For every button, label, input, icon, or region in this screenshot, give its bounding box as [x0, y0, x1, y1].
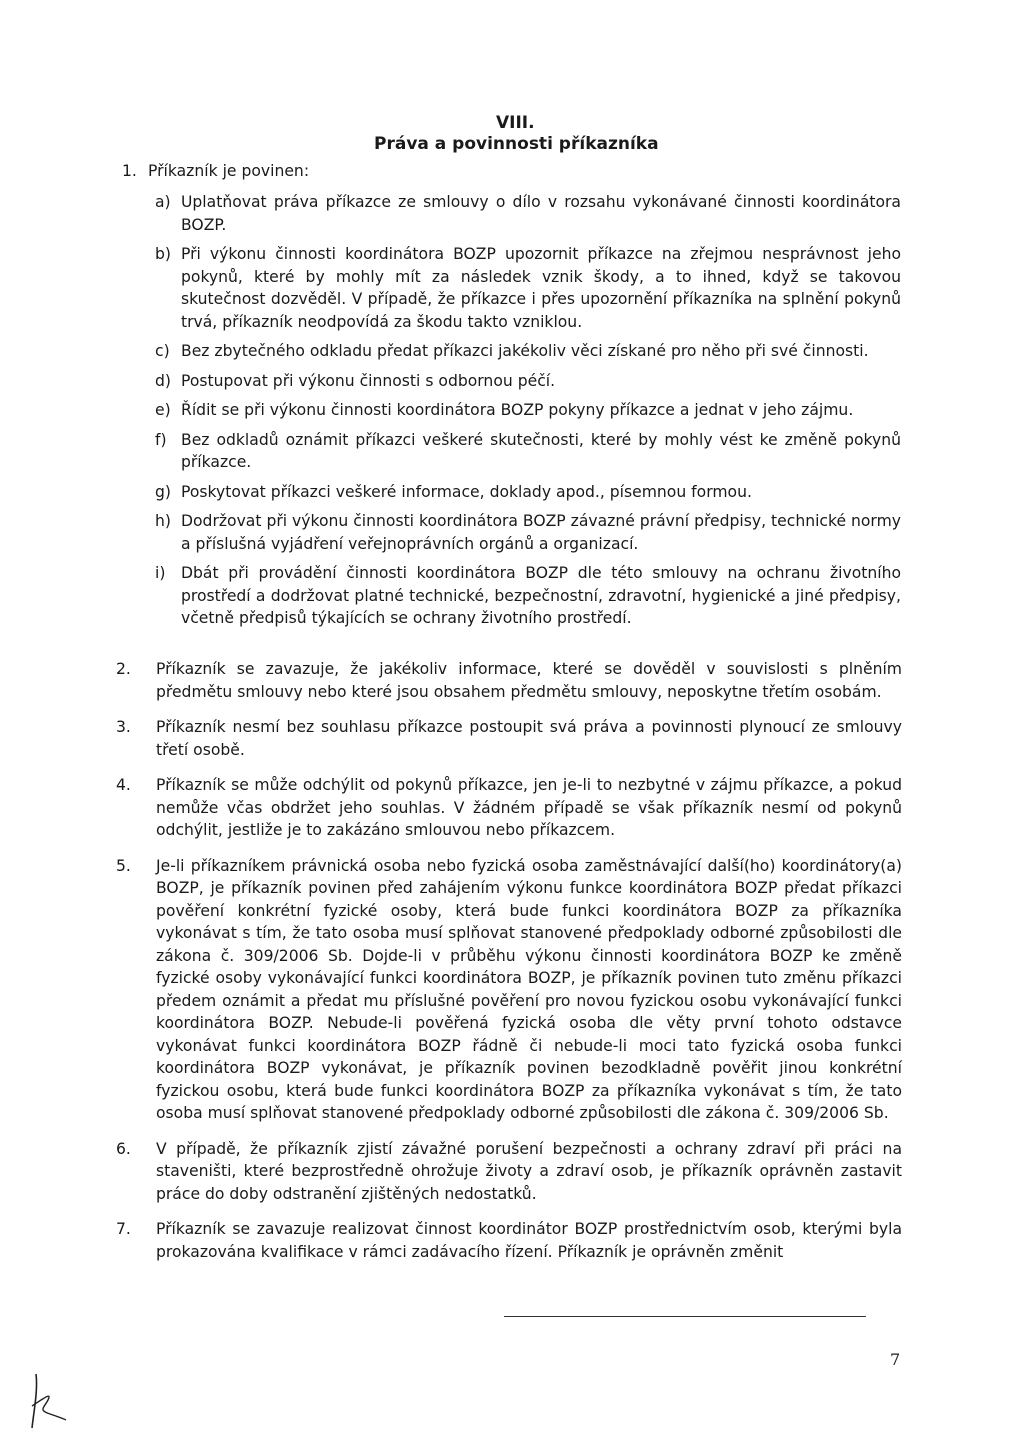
- clause-text: Je-li příkazníkem právnická osoba nebo fyzická osoba zaměstnávající další(ho) koordinátory(a) BOZP, je příkazník povinen před zahájením výkonu funkce koordinátora BOZP předat příkazci pověření konkrétní fyzické osoby, která bude funkci koordinátora BOZP za příkazníka vykonávat s tím, že tato osoba musí splňovat stanovené předpoklady odborné způsobilosti dle zákona č. 309/2006 Sb. Dojde-li v průběhu výkonu činnosti koordinátora BOZP ke změně fyzické osoby vykonávající funkci koordinátora BOZP, je příkazník povinen tuto změnu příkazci předem oznámit a předat mu příslušné pověření pro novou fyzickou osobu vykonávající funkci koordinátora BOZP. Nebude-li pověřená fyzická osoba dle věty první tohoto odstavce vykonávat funkci koordinátora BOZP řádně či nebude-li moci tato fyzická osoba funkci koordinátora BOZP vykonávat, je příkazník povinen bezodkladně pověřit jinou konkrétní fyzickou osobu, která bude funkci koordinátora BOZP za příkazníka vykonávat s tím, že tato osoba musí splňovat stanovené předpoklady odborné způsobilosti dle zákona č. 309/2006 Sb.: [156, 856, 902, 1122]
- duty-text: Řídit se při výkonu činnosti koordinátora BOZP pokyny příkazce a jednat v jeho zájmu.: [181, 401, 854, 419]
- duty-item: [155, 191, 901, 236]
- duty-item: [155, 562, 901, 630]
- duty-item: [155, 370, 901, 393]
- clause-number: 2.: [116, 660, 131, 678]
- clause-item: [116, 716, 902, 761]
- duty-label: d): [155, 371, 171, 390]
- duty-text: Bez odkladů oznámit příkazci veškeré skutečnosti, které by mohly vést ke změně pokynů příkazce.: [181, 430, 901, 471]
- intro-paragraph: [122, 162, 309, 180]
- duty-item: [155, 340, 901, 363]
- clause-number: 5.: [116, 856, 131, 875]
- duty-text: Bez zbytečného odkladu předat příkazci jakékoliv věci získané pro něho při své činnosti.: [181, 342, 869, 360]
- clause-text: Příkazník se zavazuje, že jakékoliv informace, které se dověděl v souvislosti s plněním předmětu smlouvy nebo které jsou obsahem předmětu smlouvy, neposkytne třetím osobám.: [156, 660, 902, 701]
- clause-item: [116, 855, 902, 1125]
- duty-label: c): [155, 342, 170, 360]
- duty-text: Dodržovat při výkonu činnosti koordinátora BOZP závazné právní předpisy, technické normy a příslušná vyjádření veřejnoprávních orgánů a organizací.: [181, 512, 901, 553]
- page-number: 7: [890, 1350, 901, 1369]
- handwritten-initials: [26, 1370, 76, 1430]
- clause-text: Příkazník nesmí bez souhlasu příkazce postoupit svá práva a povinnosti plynoucí ze smlouvy třetí osobě.: [156, 718, 902, 759]
- duty-label: a): [155, 193, 171, 211]
- duty-item: [155, 429, 901, 474]
- clause-number: 6.: [116, 1139, 131, 1158]
- duty-text: Uplatňovat práva příkazce ze smlouvy o dílo v rozsahu vykonávané činnosti koordinátora BOZP.: [181, 193, 901, 234]
- duty-label: f): [155, 430, 167, 449]
- clause-number: 7.: [116, 1220, 131, 1238]
- duty-label: e): [155, 401, 171, 419]
- duty-item: [155, 481, 901, 504]
- clause-number: 3.: [116, 718, 131, 736]
- duty-text: Poskytovat příkazci veškeré informace, doklady apod., písemnou formou.: [181, 482, 752, 501]
- numbered-clauses: [116, 658, 902, 1276]
- clause-text: Příkazník se může odchýlit od pokynů příkazce, jen je-li to nezbytné v zájmu příkazce, a pokud nemůže včas obdržet jeho souhlas. V žádném případě se však příkazník nesmí od pokynů odchýlit, jestliže je to zakázáno smlouvou nebo příkazcem.: [156, 776, 902, 839]
- duties-list: [155, 191, 901, 637]
- clause-item: [116, 658, 902, 703]
- duty-text: Dbát při provádění činnosti koordinátora BOZP dle této smlouvy na ochranu životního prostředí a dodržovat platné technické, bezpečnostní, zdravotní, hygienické a jiné předpisy, včetně předpisů týkajících se ochrany životního prostředí.: [181, 564, 901, 627]
- section-title: Práva a povinnosti příkazníka: [374, 134, 659, 154]
- duty-label: b): [155, 245, 171, 263]
- clause-item: [116, 1218, 902, 1263]
- footer-divider: [504, 1316, 866, 1317]
- duty-label: h): [155, 512, 171, 530]
- intro-text: Příkazník je povinen:: [148, 162, 310, 180]
- clause-item: [116, 774, 902, 842]
- duty-item: [155, 399, 901, 422]
- duty-item: [155, 243, 901, 333]
- clause-text: Příkazník se zavazuje realizovat činnost koordinátor BOZP prostřednictvím osob, kterými byla prokazována kvalifikace v rámci zadávacího řízení. Příkazník je oprávněn změnit: [156, 1220, 902, 1261]
- section-roman-numeral: VIII.: [496, 113, 535, 133]
- clause-number: 4.: [116, 776, 131, 794]
- duty-label: i): [155, 564, 166, 582]
- duty-text: Postupovat při výkonu činnosti s odbornou péčí.: [181, 371, 556, 390]
- duty-label: g): [155, 482, 171, 501]
- clause-text: V případě, že příkazník zjistí závažné porušení bezpečnosti a ochrany zdraví při práci na staveništi, které bezprostředně ohrožuje životy a zdraví osob, je příkazník oprávněn zastavit práce do doby odstranění zjištěných nedostatků.: [156, 1139, 902, 1203]
- intro-number: 1.: [122, 162, 137, 180]
- duty-text: Při výkonu činnosti koordinátora BOZP upozornit příkazce na zřejmou nesprávnost jeho pokynů, které by mohly mít za následek vznik škody, a to ihned, když se takovou skutečnost dozvěděl. V případě, že příkazce i přes upozornění příkazníka na splnění pokynů trvá, příkazník neodpovídá za škodu takto vzniklou.: [181, 245, 901, 331]
- duty-item: [155, 510, 901, 555]
- clause-item: [116, 1138, 902, 1206]
